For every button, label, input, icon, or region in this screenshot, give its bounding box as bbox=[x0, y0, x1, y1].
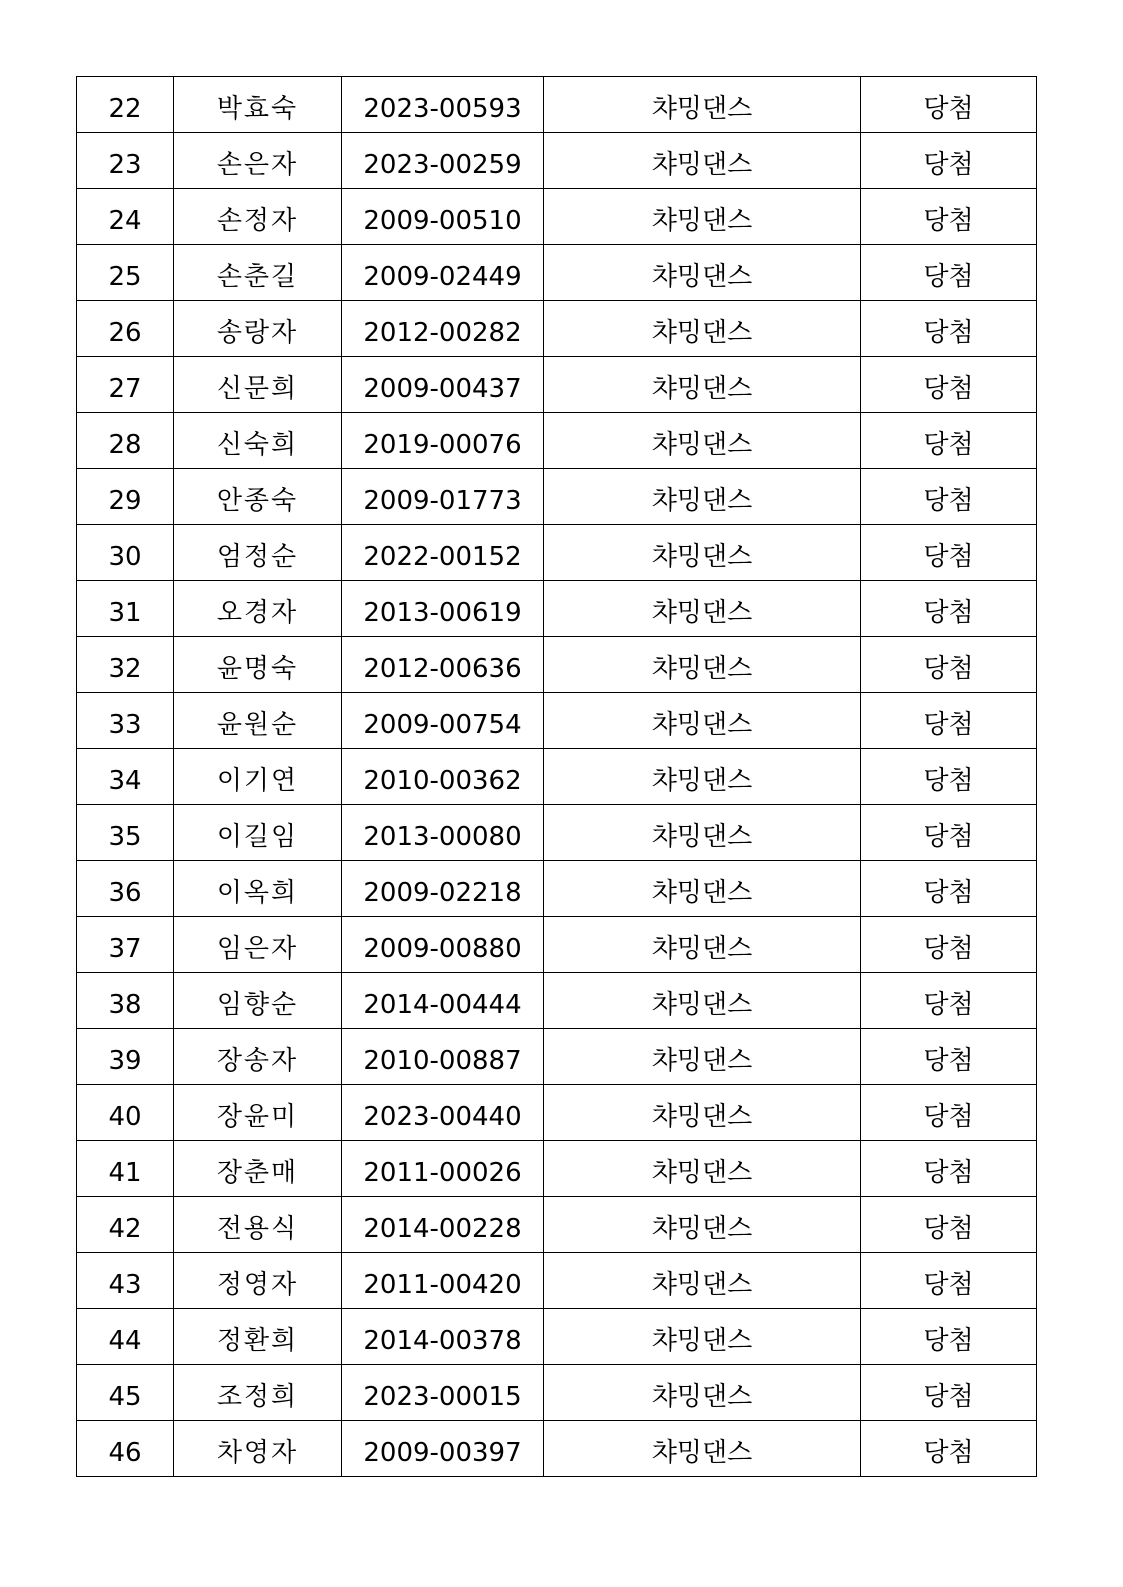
draw-result-text: 당첨 bbox=[923, 1214, 974, 1244]
class-name-text: 챠밍댄스 bbox=[651, 1438, 753, 1468]
member-name-text: 박효숙 bbox=[216, 94, 299, 124]
row-number-cell bbox=[77, 245, 174, 301]
class-name-cell bbox=[544, 861, 861, 917]
table-row bbox=[77, 805, 1037, 861]
member-id-text: 2009-02449 bbox=[363, 262, 522, 292]
class-name-cell bbox=[544, 1309, 861, 1365]
row-number-cell bbox=[77, 1365, 174, 1421]
member-id-cell bbox=[342, 693, 544, 749]
draw-result-cell bbox=[861, 469, 1037, 525]
member-name-text: 정환희 bbox=[216, 1326, 299, 1356]
member-id-text: 2009-01773 bbox=[363, 486, 522, 516]
class-name-text: 챠밍댄스 bbox=[651, 318, 753, 348]
draw-result-text: 당첨 bbox=[923, 150, 974, 180]
member-name-text: 임향순 bbox=[216, 990, 299, 1020]
table-row bbox=[77, 525, 1037, 581]
member-id-cell bbox=[342, 1141, 544, 1197]
member-id-text: 2023-00440 bbox=[363, 1102, 522, 1132]
row-number-text: 39 bbox=[108, 1046, 142, 1076]
member-name-cell bbox=[174, 1141, 342, 1197]
member-name-cell bbox=[174, 525, 342, 581]
member-id-cell bbox=[342, 469, 544, 525]
row-number-text: 27 bbox=[108, 374, 142, 404]
row-number-text: 40 bbox=[108, 1102, 142, 1132]
member-id-cell bbox=[342, 861, 544, 917]
member-name-cell bbox=[174, 917, 342, 973]
member-name-cell bbox=[174, 1029, 342, 1085]
member-id-text: 2014-00228 bbox=[363, 1214, 522, 1244]
table-row bbox=[77, 637, 1037, 693]
class-name-cell bbox=[544, 917, 861, 973]
draw-result-cell bbox=[861, 1421, 1037, 1477]
row-number-text: 29 bbox=[108, 486, 142, 516]
class-name-cell bbox=[544, 805, 861, 861]
draw-result-text: 당첨 bbox=[923, 822, 974, 852]
row-number-cell bbox=[77, 1421, 174, 1477]
class-name-text: 챠밍댄스 bbox=[651, 1102, 753, 1132]
member-name-cell bbox=[174, 1421, 342, 1477]
table-row bbox=[77, 1253, 1037, 1309]
lottery-result-table bbox=[76, 76, 1037, 1477]
member-id-text: 2014-00378 bbox=[363, 1326, 522, 1356]
class-name-text: 챠밍댄스 bbox=[651, 710, 753, 740]
row-number-text: 45 bbox=[108, 1382, 142, 1412]
draw-result-text: 당첨 bbox=[923, 1158, 974, 1188]
class-name-text: 챠밍댄스 bbox=[651, 598, 753, 628]
member-name-cell bbox=[174, 581, 342, 637]
table-row bbox=[77, 749, 1037, 805]
draw-result-text: 당첨 bbox=[923, 598, 974, 628]
member-name-cell bbox=[174, 1197, 342, 1253]
class-name-cell bbox=[544, 693, 861, 749]
class-name-cell bbox=[544, 581, 861, 637]
row-number-text: 36 bbox=[108, 878, 142, 908]
row-number-cell bbox=[77, 637, 174, 693]
table-row bbox=[77, 861, 1037, 917]
row-number-cell bbox=[77, 357, 174, 413]
member-name-text: 안종숙 bbox=[216, 486, 299, 516]
draw-result-text: 당첨 bbox=[923, 654, 974, 684]
class-name-cell bbox=[544, 1141, 861, 1197]
draw-result-text: 당첨 bbox=[923, 934, 974, 964]
class-name-cell bbox=[544, 973, 861, 1029]
member-id-text: 2012-00282 bbox=[363, 318, 522, 348]
table-row bbox=[77, 357, 1037, 413]
draw-result-text: 당첨 bbox=[923, 1382, 974, 1412]
draw-result-cell bbox=[861, 1029, 1037, 1085]
class-name-cell bbox=[544, 133, 861, 189]
result-table-container bbox=[76, 76, 1036, 1477]
member-id-cell bbox=[342, 357, 544, 413]
member-id-cell bbox=[342, 1421, 544, 1477]
member-name-text: 손춘길 bbox=[216, 262, 299, 292]
row-number-cell bbox=[77, 413, 174, 469]
draw-result-cell bbox=[861, 1141, 1037, 1197]
row-number-text: 46 bbox=[108, 1438, 142, 1468]
row-number-cell bbox=[77, 133, 174, 189]
class-name-text: 챠밍댄스 bbox=[651, 1382, 753, 1412]
table-row bbox=[77, 1029, 1037, 1085]
row-number-text: 43 bbox=[108, 1270, 142, 1300]
draw-result-text: 당첨 bbox=[923, 878, 974, 908]
row-number-text: 31 bbox=[108, 598, 142, 628]
row-number-cell bbox=[77, 1309, 174, 1365]
draw-result-text: 당첨 bbox=[923, 430, 974, 460]
member-id-cell bbox=[342, 301, 544, 357]
member-id-text: 2009-00754 bbox=[363, 710, 522, 740]
member-name-cell bbox=[174, 1253, 342, 1309]
member-id-text: 2023-00593 bbox=[363, 94, 522, 124]
draw-result-cell bbox=[861, 581, 1037, 637]
member-name-cell bbox=[174, 749, 342, 805]
member-name-text: 윤명숙 bbox=[216, 654, 299, 684]
class-name-text: 챠밍댄스 bbox=[651, 1158, 753, 1188]
row-number-text: 44 bbox=[108, 1326, 142, 1356]
class-name-text: 챠밍댄스 bbox=[651, 1214, 753, 1244]
row-number-text: 26 bbox=[108, 318, 142, 348]
class-name-text: 챠밍댄스 bbox=[651, 374, 753, 404]
member-name-text: 장윤미 bbox=[216, 1102, 299, 1132]
table-row bbox=[77, 1197, 1037, 1253]
row-number-text: 24 bbox=[108, 206, 142, 236]
table-row bbox=[77, 1141, 1037, 1197]
draw-result-cell bbox=[861, 245, 1037, 301]
member-name-cell bbox=[174, 77, 342, 133]
member-id-cell bbox=[342, 77, 544, 133]
draw-result-cell bbox=[861, 189, 1037, 245]
draw-result-cell bbox=[861, 1197, 1037, 1253]
row-number-cell bbox=[77, 805, 174, 861]
class-name-text: 챠밍댄스 bbox=[651, 486, 753, 516]
member-id-text: 2019-00076 bbox=[363, 430, 522, 460]
row-number-text: 22 bbox=[108, 94, 142, 124]
member-id-cell bbox=[342, 189, 544, 245]
member-name-cell bbox=[174, 357, 342, 413]
member-name-cell bbox=[174, 805, 342, 861]
row-number-cell bbox=[77, 581, 174, 637]
row-number-cell bbox=[77, 525, 174, 581]
row-number-text: 28 bbox=[108, 430, 142, 460]
row-number-cell bbox=[77, 1029, 174, 1085]
draw-result-text: 당첨 bbox=[923, 262, 974, 292]
member-name-text: 손은자 bbox=[216, 150, 299, 180]
class-name-text: 챠밍댄스 bbox=[651, 1046, 753, 1076]
class-name-cell bbox=[544, 1365, 861, 1421]
draw-result-cell bbox=[861, 1365, 1037, 1421]
member-name-text: 차영자 bbox=[216, 1438, 299, 1468]
class-name-cell bbox=[544, 189, 861, 245]
class-name-cell bbox=[544, 469, 861, 525]
row-number-text: 35 bbox=[108, 822, 142, 852]
row-number-text: 32 bbox=[108, 654, 142, 684]
member-id-text: 2013-00080 bbox=[363, 822, 522, 852]
class-name-cell bbox=[544, 637, 861, 693]
table-row bbox=[77, 469, 1037, 525]
table-row bbox=[77, 1421, 1037, 1477]
draw-result-text: 당첨 bbox=[923, 374, 974, 404]
draw-result-cell bbox=[861, 133, 1037, 189]
member-name-text: 신숙희 bbox=[216, 430, 299, 460]
row-number-cell bbox=[77, 301, 174, 357]
member-name-cell bbox=[174, 637, 342, 693]
member-id-text: 2010-00887 bbox=[363, 1046, 522, 1076]
member-id-cell bbox=[342, 525, 544, 581]
row-number-text: 25 bbox=[108, 262, 142, 292]
class-name-cell bbox=[544, 525, 861, 581]
member-name-cell bbox=[174, 973, 342, 1029]
draw-result-cell bbox=[861, 973, 1037, 1029]
draw-result-text: 당첨 bbox=[923, 710, 974, 740]
class-name-text: 챠밍댄스 bbox=[651, 150, 753, 180]
member-id-cell bbox=[342, 637, 544, 693]
member-name-text: 이옥희 bbox=[216, 878, 299, 908]
member-id-cell bbox=[342, 413, 544, 469]
draw-result-cell bbox=[861, 917, 1037, 973]
class-name-text: 챠밍댄스 bbox=[651, 1326, 753, 1356]
member-name-text: 이기연 bbox=[216, 766, 299, 796]
draw-result-text: 당첨 bbox=[923, 1270, 974, 1300]
member-name-text: 조정희 bbox=[216, 1382, 299, 1412]
row-number-text: 33 bbox=[108, 710, 142, 740]
member-id-cell bbox=[342, 245, 544, 301]
member-id-text: 2023-00015 bbox=[363, 1382, 522, 1412]
row-number-text: 38 bbox=[108, 990, 142, 1020]
table-row bbox=[77, 1365, 1037, 1421]
draw-result-cell bbox=[861, 413, 1037, 469]
member-id-cell bbox=[342, 749, 544, 805]
draw-result-text: 당첨 bbox=[923, 1102, 974, 1132]
row-number-text: 34 bbox=[108, 766, 142, 796]
class-name-cell bbox=[544, 1085, 861, 1141]
row-number-cell bbox=[77, 1141, 174, 1197]
member-name-cell bbox=[174, 1085, 342, 1141]
draw-result-text: 당첨 bbox=[923, 206, 974, 236]
class-name-cell bbox=[544, 1029, 861, 1085]
member-id-cell bbox=[342, 133, 544, 189]
member-name-cell bbox=[174, 301, 342, 357]
table-row bbox=[77, 133, 1037, 189]
member-id-cell bbox=[342, 1309, 544, 1365]
draw-result-cell bbox=[861, 1309, 1037, 1365]
class-name-text: 챠밍댄스 bbox=[651, 766, 753, 796]
member-id-cell bbox=[342, 1365, 544, 1421]
member-name-text: 엄정순 bbox=[216, 542, 299, 572]
draw-result-text: 당첨 bbox=[923, 1326, 974, 1356]
row-number-cell bbox=[77, 973, 174, 1029]
member-id-text: 2014-00444 bbox=[363, 990, 522, 1020]
class-name-text: 챠밍댄스 bbox=[651, 94, 753, 124]
draw-result-text: 당첨 bbox=[923, 486, 974, 516]
member-id-text: 2013-00619 bbox=[363, 598, 522, 628]
draw-result-text: 당첨 bbox=[923, 318, 974, 348]
member-id-cell bbox=[342, 1029, 544, 1085]
member-name-cell bbox=[174, 1309, 342, 1365]
row-number-cell bbox=[77, 1197, 174, 1253]
draw-result-cell bbox=[861, 357, 1037, 413]
member-id-text: 2009-00510 bbox=[363, 206, 522, 236]
member-name-cell bbox=[174, 469, 342, 525]
member-id-cell bbox=[342, 973, 544, 1029]
table-row bbox=[77, 917, 1037, 973]
table-row bbox=[77, 77, 1037, 133]
class-name-text: 챠밍댄스 bbox=[651, 654, 753, 684]
member-id-text: 2023-00259 bbox=[363, 150, 522, 180]
class-name-cell bbox=[544, 301, 861, 357]
draw-result-cell bbox=[861, 861, 1037, 917]
member-id-text: 2009-00880 bbox=[363, 934, 522, 964]
row-number-cell bbox=[77, 749, 174, 805]
member-id-text: 2010-00362 bbox=[363, 766, 522, 796]
member-id-text: 2009-02218 bbox=[363, 878, 522, 908]
draw-result-cell bbox=[861, 1085, 1037, 1141]
member-id-text: 2009-00437 bbox=[363, 374, 522, 404]
member-id-cell bbox=[342, 805, 544, 861]
member-name-cell bbox=[174, 413, 342, 469]
table-row bbox=[77, 581, 1037, 637]
row-number-text: 37 bbox=[108, 934, 142, 964]
class-name-cell bbox=[544, 357, 861, 413]
draw-result-cell bbox=[861, 805, 1037, 861]
member-id-cell bbox=[342, 1253, 544, 1309]
member-name-text: 오경자 bbox=[216, 598, 299, 628]
draw-result-text: 당첨 bbox=[923, 94, 974, 124]
member-id-text: 2011-00026 bbox=[363, 1158, 522, 1188]
class-name-cell bbox=[544, 245, 861, 301]
table-row bbox=[77, 189, 1037, 245]
member-name-text: 윤원순 bbox=[216, 710, 299, 740]
member-name-cell bbox=[174, 133, 342, 189]
member-name-cell bbox=[174, 189, 342, 245]
table-body bbox=[77, 77, 1037, 1477]
member-name-text: 임은자 bbox=[216, 934, 299, 964]
member-name-text: 정영자 bbox=[216, 1270, 299, 1300]
draw-result-cell bbox=[861, 301, 1037, 357]
draw-result-text: 당첨 bbox=[923, 990, 974, 1020]
member-name-text: 장송자 bbox=[216, 1046, 299, 1076]
member-name-text: 손정자 bbox=[216, 206, 299, 236]
class-name-cell bbox=[544, 1197, 861, 1253]
row-number-cell bbox=[77, 917, 174, 973]
class-name-cell bbox=[544, 413, 861, 469]
member-id-text: 2022-00152 bbox=[363, 542, 522, 572]
class-name-text: 챠밍댄스 bbox=[651, 262, 753, 292]
class-name-text: 챠밍댄스 bbox=[651, 934, 753, 964]
row-number-cell bbox=[77, 693, 174, 749]
table-row bbox=[77, 693, 1037, 749]
row-number-cell bbox=[77, 1085, 174, 1141]
member-name-text: 장춘매 bbox=[216, 1158, 299, 1188]
member-id-cell bbox=[342, 1197, 544, 1253]
member-name-cell bbox=[174, 245, 342, 301]
draw-result-text: 당첨 bbox=[923, 766, 974, 796]
member-name-text: 신문희 bbox=[216, 374, 299, 404]
table-row bbox=[77, 1309, 1037, 1365]
table-row bbox=[77, 413, 1037, 469]
member-name-text: 전용식 bbox=[216, 1214, 299, 1244]
row-number-cell bbox=[77, 861, 174, 917]
member-id-cell bbox=[342, 1085, 544, 1141]
draw-result-cell bbox=[861, 637, 1037, 693]
class-name-cell bbox=[544, 1253, 861, 1309]
draw-result-text: 당첨 bbox=[923, 1046, 974, 1076]
row-number-cell bbox=[77, 469, 174, 525]
draw-result-cell bbox=[861, 1253, 1037, 1309]
class-name-cell bbox=[544, 749, 861, 805]
row-number-cell bbox=[77, 189, 174, 245]
row-number-cell bbox=[77, 1253, 174, 1309]
class-name-text: 챠밍댄스 bbox=[651, 990, 753, 1020]
member-id-text: 2009-00397 bbox=[363, 1438, 522, 1468]
draw-result-cell bbox=[861, 77, 1037, 133]
draw-result-text: 당첨 bbox=[923, 542, 974, 572]
member-name-text: 송랑자 bbox=[216, 318, 299, 348]
row-number-text: 42 bbox=[108, 1214, 142, 1244]
row-number-text: 30 bbox=[108, 542, 142, 572]
class-name-cell bbox=[544, 1421, 861, 1477]
table-row bbox=[77, 973, 1037, 1029]
table-row bbox=[77, 1085, 1037, 1141]
table-row bbox=[77, 301, 1037, 357]
class-name-text: 챠밍댄스 bbox=[651, 1270, 753, 1300]
class-name-text: 챠밍댄스 bbox=[651, 878, 753, 908]
member-id-cell bbox=[342, 581, 544, 637]
member-name-text: 이길임 bbox=[216, 822, 299, 852]
member-name-cell bbox=[174, 1365, 342, 1421]
member-name-cell bbox=[174, 693, 342, 749]
class-name-text: 챠밍댄스 bbox=[651, 206, 753, 236]
class-name-cell bbox=[544, 77, 861, 133]
class-name-text: 챠밍댄스 bbox=[651, 430, 753, 460]
member-id-text: 2012-00636 bbox=[363, 654, 522, 684]
member-name-cell bbox=[174, 861, 342, 917]
row-number-cell bbox=[77, 77, 174, 133]
member-id-text: 2011-00420 bbox=[363, 1270, 522, 1300]
draw-result-cell bbox=[861, 525, 1037, 581]
row-number-text: 41 bbox=[108, 1158, 142, 1188]
class-name-text: 챠밍댄스 bbox=[651, 542, 753, 572]
member-id-cell bbox=[342, 917, 544, 973]
draw-result-cell bbox=[861, 693, 1037, 749]
table-row bbox=[77, 245, 1037, 301]
draw-result-cell bbox=[861, 749, 1037, 805]
row-number-text: 23 bbox=[108, 150, 142, 180]
draw-result-text: 당첨 bbox=[923, 1438, 974, 1468]
class-name-text: 챠밍댄스 bbox=[651, 822, 753, 852]
